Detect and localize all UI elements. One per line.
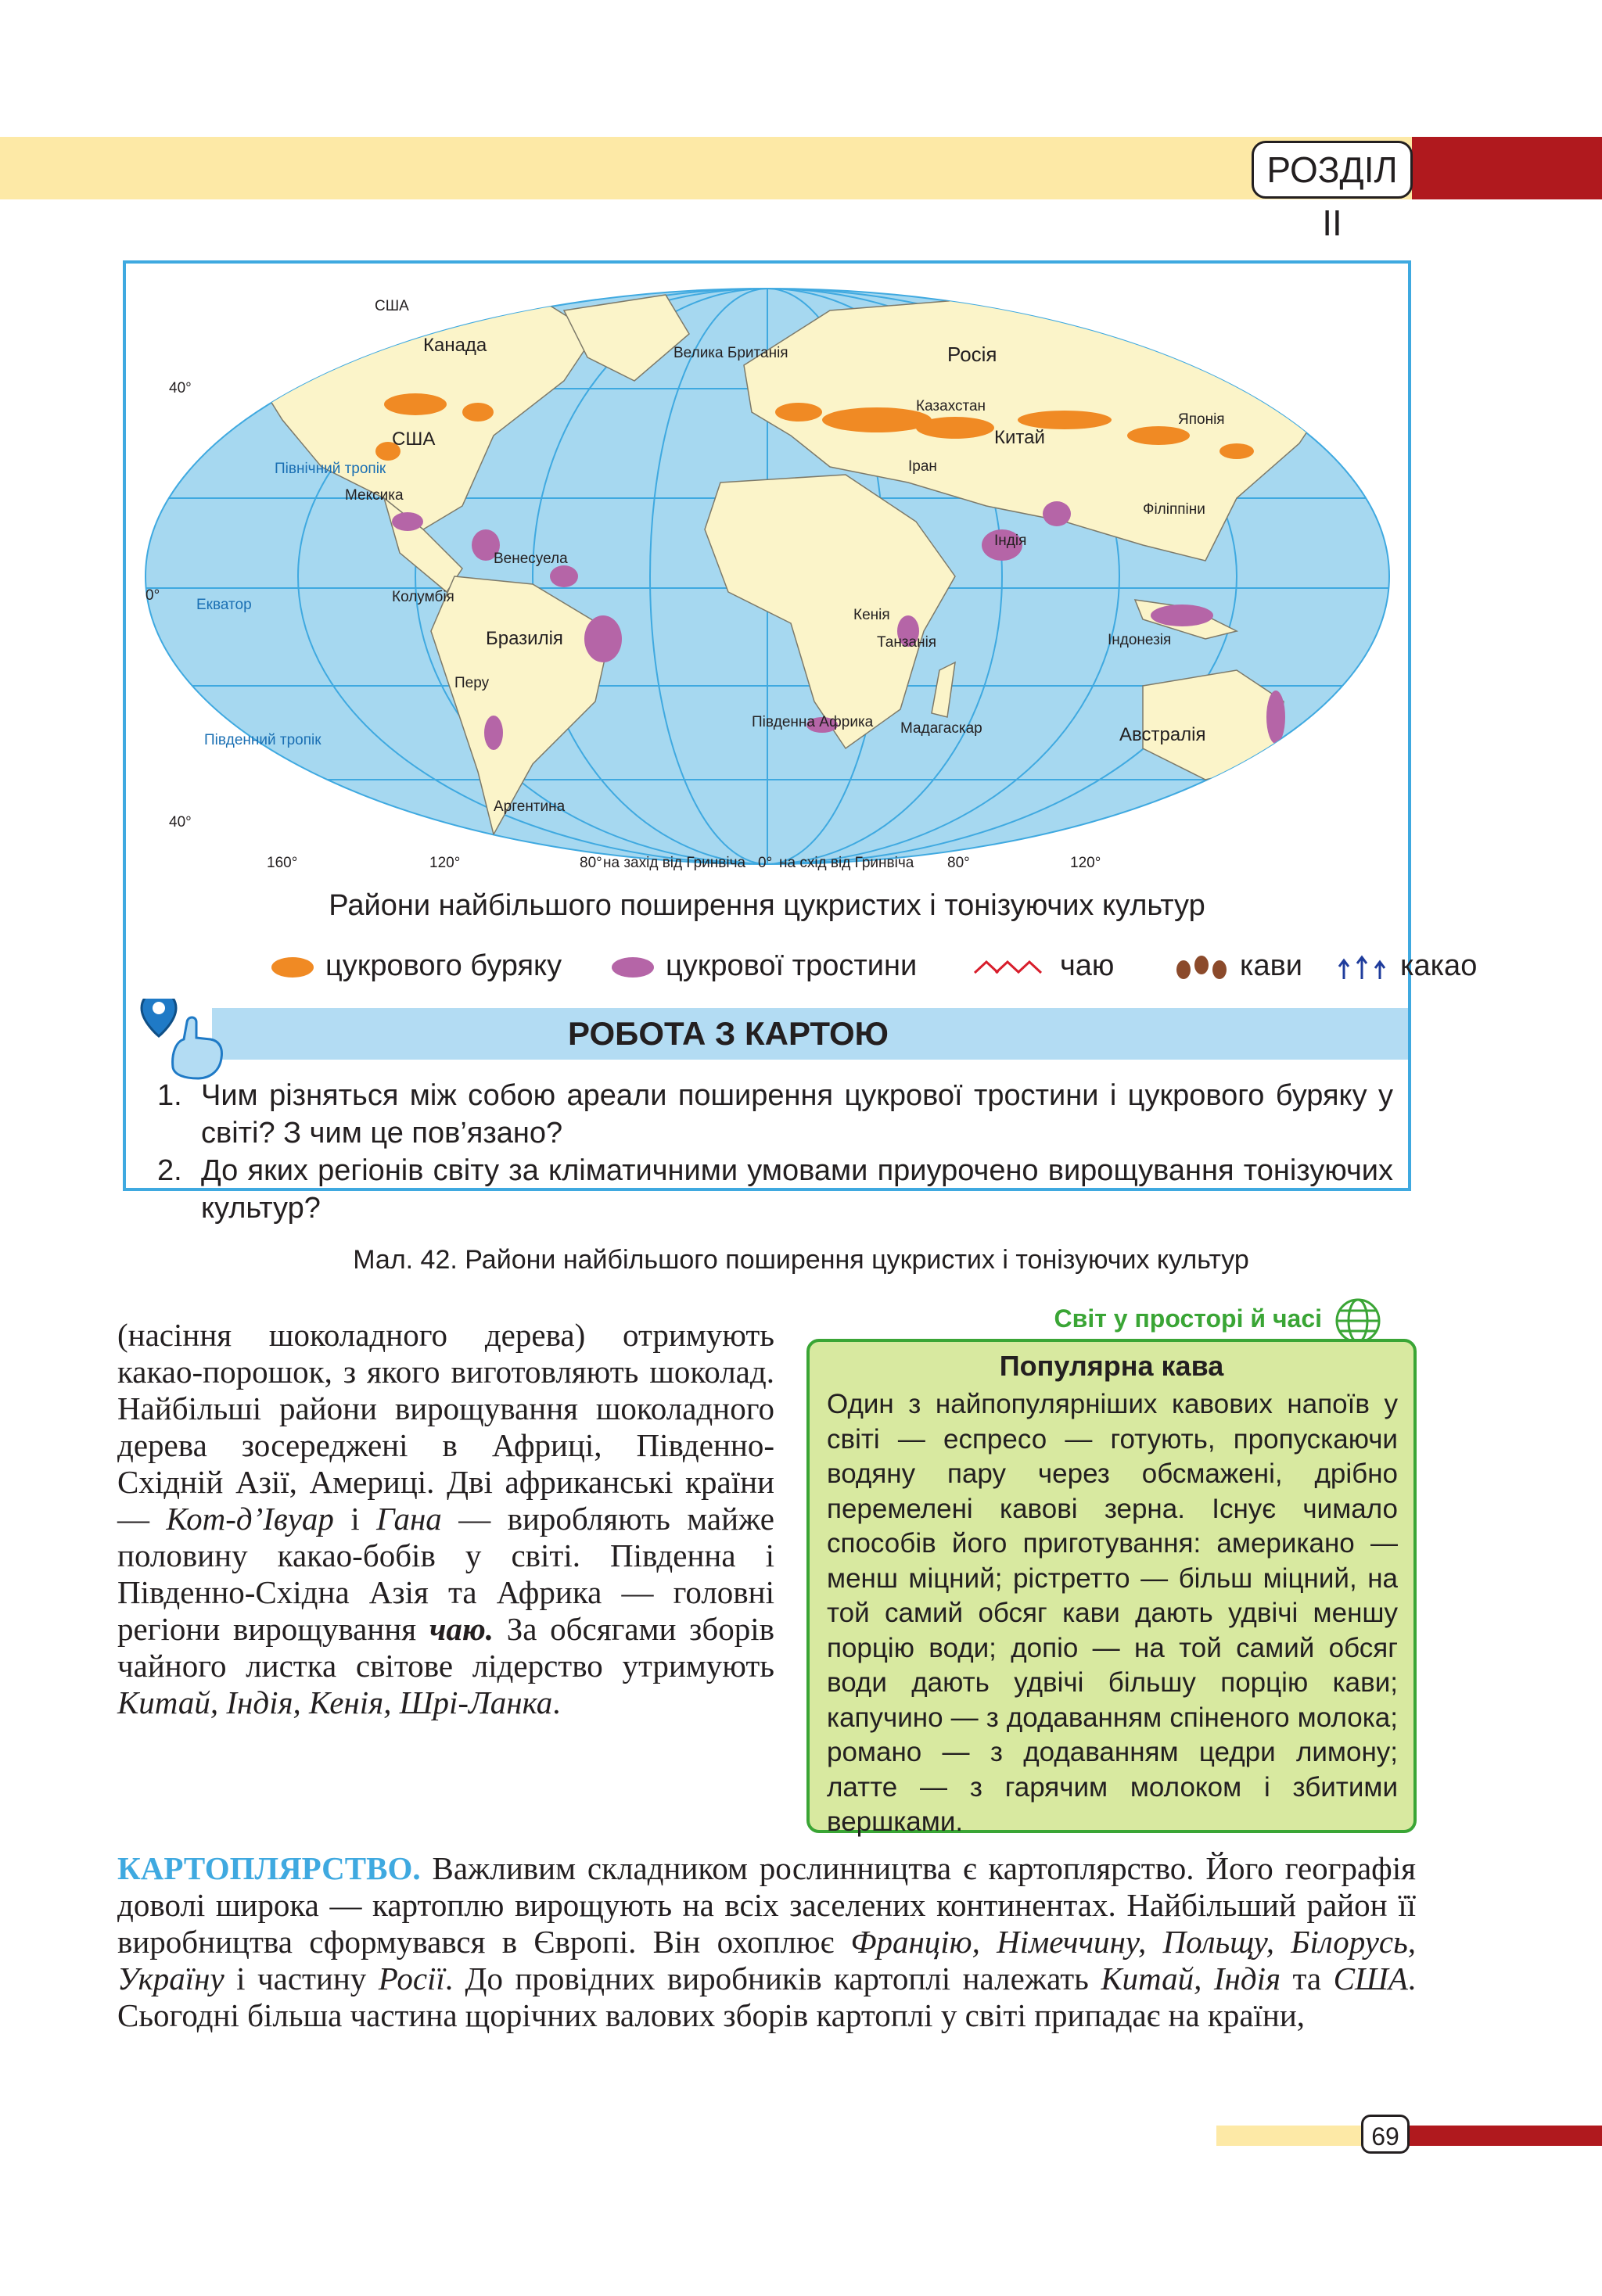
sidebar-title: Популярна кава (999, 1350, 1224, 1382)
paragraph: (насіння шоколадного дерева) отримують какао-порошок, з якого виготовляють шоколад. Найбільші райони вирощування шоколадного дерева зосереджені в Африці, Південно-Східній Азії, Америці. Дві африканські країни — Кот-д’Івуар і Гана — виробляють майже половину какао-бобів у світі. Південна і Південно-Східна Азія та Африка — головні регіони вирощування чаю. За обсягами зборів чайного листка світове лідерство утримують Китай, Індія, Кенія, Шрі-Ланка. (117, 1317, 774, 1720)
label-lon0: 0° (758, 855, 773, 871)
cocoa-tree-icon (1334, 954, 1389, 981)
footer-accent (1408, 2126, 1602, 2146)
cane-swatch-icon (611, 956, 655, 979)
section-label: РОЗДІЛ ІІ (1252, 141, 1413, 199)
label-east-of-greenwich: на схід від Гринвіча (779, 855, 914, 871)
label-south-africa: Південна Африка (752, 714, 874, 730)
legend-coffee: кави (1174, 942, 1302, 989)
label-lat0: 0° (145, 587, 160, 604)
label-japan: Японія (1178, 411, 1225, 428)
label-peru: Перу (454, 675, 490, 691)
sidebar-heading: Світ у просторі й часі (1054, 1304, 1322, 1333)
page-number: 69 (1361, 2115, 1410, 2154)
footer-band (1216, 2126, 1365, 2146)
label-venezuela: Венесуела (494, 551, 568, 567)
hand-pin-icon (135, 999, 237, 1085)
label-lat40n: 40° (169, 380, 192, 396)
label-philippines: Філіппіни (1143, 501, 1205, 518)
legend-cane: цукрової тростини (611, 942, 917, 989)
task-title-bar (212, 1008, 1408, 1060)
legend-beet: цукрового буряку (271, 942, 562, 989)
header-accent (1412, 137, 1602, 199)
label-mexico: Мексика (345, 487, 404, 504)
label-lon120w: 120° (429, 855, 461, 871)
label-kazakhstan: Казахстан (916, 398, 986, 414)
label-australia: Австралія (1119, 724, 1206, 745)
legend-cocoa: какао (1334, 942, 1477, 989)
header-band (0, 137, 1463, 199)
label-tropic-north: Північний тропік (275, 461, 386, 477)
map-caption: Райони найбільшого поширення цукристих і тонізуючих культур (329, 889, 1205, 922)
body-text-left (117, 1317, 774, 1721)
label-lon80e: 80° (947, 855, 970, 871)
legend-tea: чаю (971, 942, 1114, 989)
label-iran: Іран (908, 458, 937, 475)
label-lat40s: 40° (169, 814, 192, 831)
label-argentina: Аргентина (494, 798, 566, 815)
label-lon160: 160° (267, 855, 298, 871)
label-west-of-greenwich: на захід від Гринвіча (603, 855, 746, 871)
label-lon120e: 120° (1070, 855, 1101, 871)
label-indonesia: Індонезія (1108, 632, 1172, 648)
beet-swatch-icon (271, 956, 314, 979)
label-colombia: Колумбія (392, 589, 454, 605)
keyword-potato: КАРТОПЛЯРСТВО. (117, 1850, 421, 1886)
tea-leaf-icon (971, 956, 1049, 979)
task-title: РОБОТА З КАРТОЮ (568, 1015, 889, 1052)
figure-frame (123, 260, 1478, 1225)
globe-icon (1334, 1297, 1382, 1345)
label-china: Китай (994, 427, 1045, 448)
coffee-bean-icon (1174, 954, 1229, 981)
sidebar-text: Один з найпопулярніших кавових напоїв у світі — еспресо — готують, пропускаючи водяну пару через обсмажені, дрібно перемелені кавові зерна. Існує чимало способів його приготування: американо — менш міцний; рістретто — більш міцний, на той самий обсяг кави дають удвічі меншу порцію води; допіо — на той самий обсяг води дають удвічі більшу порцію кави; капучино — з додаванням спіненого молока; романо — з додаванням цедри лимону; латте — з гарячим молоком і збитими вершками. (827, 1389, 1398, 1837)
task-item: 2. До яких регіонів світу за кліматичними умовами приурочено вирощування тонізуючих культур? (157, 1154, 1393, 1225)
label-lon80w: 80° (580, 855, 602, 871)
label-usa: США (392, 429, 436, 450)
label-britain: Велика Британія (673, 345, 788, 361)
map-legend (142, 942, 1478, 989)
task-list (157, 1077, 1393, 1227)
sidebar-box (806, 1339, 1417, 1837)
body-text-bottom (117, 1850, 1416, 2034)
task-item: 1. Чим різняться між собою ареали поширення цукрової тростини і цукрового буряку у світі? З чим це пов’язано? (157, 1079, 1393, 1150)
label-tropic-south: Південний тропік (204, 732, 321, 748)
label-tanzania: Танзанія (877, 634, 937, 651)
label-usa-small: США (375, 298, 409, 314)
figure-caption: Мал. 42. Райони найбільшого поширення цукристих і тонізуючих культур (353, 1245, 1249, 1275)
label-equator: Екватор (196, 597, 252, 613)
label-madagascar: Мадагаскар (900, 720, 982, 737)
label-india: Індія (994, 533, 1027, 549)
world-map (126, 264, 1408, 874)
label-russia: Росія (947, 343, 997, 366)
label-kenya: Кенія (853, 607, 890, 623)
label-canada: Канада (423, 335, 487, 356)
label-brazil: Бразилія (486, 628, 563, 649)
paragraph: КАРТОПЛЯРСТВО. Важливим складником рослинництва є картоплярство. Його географія доволі широка — картоплю вирощують на всіх заселених континентах. Найбільший район її виробництва сформувався в Європі. Він охоплює Францію, Німеччину, Польщу, Білорусь, Україну і частину Росії. До провідних виробників картоплі належать Китай, Індія та США. Сьогодні більша частина щорічних валових зборів картоплі у світі припадає на країни, (117, 1850, 1417, 2033)
